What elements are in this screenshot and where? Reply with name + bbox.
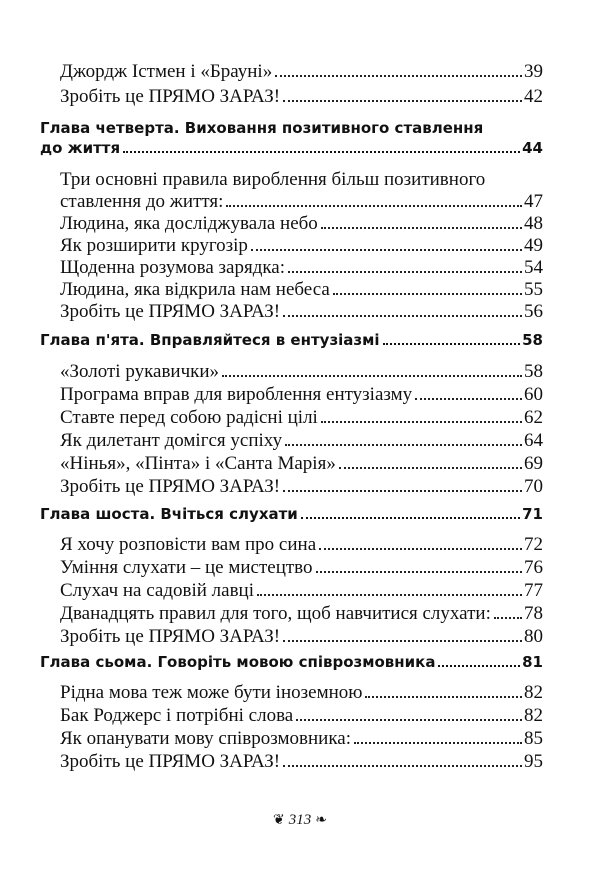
toc-entry bbox=[60, 214, 543, 233]
dot-leader bbox=[321, 227, 522, 229]
dot-leader bbox=[316, 571, 522, 573]
dot-leader bbox=[285, 444, 522, 446]
toc-entry-title: Я хочу розповісти вам про сина bbox=[60, 534, 317, 555]
toc-entry bbox=[60, 706, 543, 725]
toc-entry-page: 39 bbox=[524, 61, 543, 82]
toc-entry bbox=[60, 604, 543, 623]
toc-entry-page: 82 bbox=[524, 705, 543, 726]
toc-entry-page: 85 bbox=[524, 728, 543, 749]
toc-entry-title: Дванадцять правил для того, щоб навчитися слухати: bbox=[60, 603, 491, 624]
toc-entry-title: Людина, яка досліджувала небо bbox=[60, 213, 318, 234]
toc-entry bbox=[60, 683, 543, 702]
toc-entry bbox=[60, 535, 543, 554]
dot-leader bbox=[283, 315, 522, 317]
toc-entry-page: 48 bbox=[524, 213, 543, 234]
toc-entry-page: 47 bbox=[524, 191, 543, 212]
dot-leader bbox=[365, 696, 522, 698]
toc-entry-title: Бак Роджерс і потрібні слова bbox=[60, 705, 294, 726]
toc-entry-title: Як опанувати мову співрозмовника: bbox=[60, 728, 351, 749]
chapter-page: 71 bbox=[522, 505, 543, 523]
dot-leader bbox=[339, 467, 522, 469]
toc-entry-title: Зробіть це ПРЯМО ЗАРАЗ! bbox=[60, 751, 281, 772]
chapter-heading bbox=[40, 333, 543, 348]
ornament-right-icon: ❧ bbox=[315, 813, 327, 828]
dot-leader bbox=[415, 398, 522, 400]
toc-entry bbox=[60, 385, 543, 404]
toc-entry-title: Зробіть це ПРЯМО ЗАРАЗ! bbox=[60, 476, 281, 497]
toc-entry-page: 49 bbox=[524, 235, 543, 256]
toc-entry-title: Як розширити кругозір bbox=[60, 235, 248, 256]
toc-entry bbox=[60, 87, 543, 106]
toc-entry bbox=[60, 477, 543, 496]
toc-entry bbox=[60, 258, 543, 277]
toc-entry-page: 56 bbox=[524, 301, 543, 322]
toc-entry-title: Людина, яка відкрила нам небеса bbox=[60, 279, 330, 300]
toc-entry bbox=[60, 729, 543, 748]
dot-leader bbox=[257, 594, 522, 596]
toc-entry-title: Уміння слухати – це мистецтво bbox=[60, 557, 313, 578]
toc-entry-page: 54 bbox=[524, 257, 543, 278]
toc-entry-page: 70 bbox=[524, 476, 543, 497]
chapter-page: 44 bbox=[522, 139, 543, 157]
toc-entry-title: Рідна мова теж може бути іноземною bbox=[60, 682, 363, 703]
toc-entry-page: 95 bbox=[524, 751, 543, 772]
toc-entry bbox=[60, 431, 543, 450]
chapter-heading bbox=[40, 507, 543, 522]
toc-entry bbox=[60, 627, 543, 646]
toc-entry-page: 80 bbox=[524, 626, 543, 647]
page-number: 313 bbox=[288, 812, 312, 828]
dot-leader bbox=[321, 421, 522, 423]
dot-leader bbox=[283, 640, 522, 642]
toc-entry bbox=[60, 581, 543, 600]
ornament-left-icon: ❦ bbox=[273, 813, 285, 828]
toc-entry-title: Зробіть це ПРЯМО ЗАРАЗ! bbox=[60, 301, 281, 322]
toc-entry bbox=[60, 302, 543, 321]
toc-entry bbox=[60, 62, 543, 81]
toc-entry-page: 76 bbox=[524, 557, 543, 578]
chapter-heading bbox=[40, 655, 543, 670]
dot-leader bbox=[283, 765, 522, 767]
toc-entry-title: Щоденна розумова зарядка: bbox=[60, 257, 286, 278]
toc-entry-title: Як дилетант домігся успіху bbox=[60, 430, 283, 451]
dot-leader bbox=[222, 375, 522, 377]
dot-leader bbox=[251, 249, 522, 251]
dot-leader bbox=[438, 665, 520, 667]
toc-entry-title: Зробіть це ПРЯМО ЗАРАЗ! bbox=[60, 86, 281, 107]
chapter-title: Глава сьома. Говоріть мовою співрозмовника bbox=[40, 653, 436, 671]
chapter-title: Глава шоста. Вчіться слухати bbox=[40, 505, 298, 523]
chapter-heading-line1: Глава четверта. Виховання позитивного ставлення bbox=[40, 119, 484, 137]
dot-leader bbox=[275, 75, 522, 77]
toc-entry-page: 82 bbox=[524, 682, 543, 703]
dot-leader bbox=[333, 293, 522, 295]
toc-entry-title: «Нінья», «Пінта» і «Санта Марія» bbox=[60, 453, 336, 474]
toc-entry-page: 42 bbox=[524, 86, 543, 107]
dot-leader bbox=[319, 548, 522, 550]
toc-entry-title: Зробіть це ПРЯМО ЗАРАЗ! bbox=[60, 626, 281, 647]
toc-entry-page: 77 bbox=[524, 580, 543, 601]
dot-leader bbox=[226, 205, 522, 207]
chapter-page: 58 bbox=[522, 331, 543, 349]
dot-leader bbox=[283, 490, 522, 492]
toc-entry-title: Програма вправ для вироблення ентузіазму bbox=[60, 384, 413, 405]
chapter-page: 81 bbox=[522, 653, 543, 671]
page-footer bbox=[0, 812, 600, 829]
dot-leader bbox=[283, 100, 522, 102]
toc-entry bbox=[60, 192, 543, 211]
toc-entry-title: Слухач на садовій лавці bbox=[60, 580, 254, 601]
chapter-title: до життя bbox=[40, 139, 121, 157]
toc-entry-page: 72 bbox=[524, 534, 543, 555]
dot-leader bbox=[123, 151, 520, 153]
toc-entry-page: 64 bbox=[524, 430, 543, 451]
dot-leader bbox=[301, 517, 520, 519]
toc-entry bbox=[60, 236, 543, 255]
chapter-heading bbox=[40, 141, 543, 156]
dot-leader bbox=[383, 343, 521, 345]
dot-leader bbox=[288, 271, 522, 273]
toc-entry-title: Джордж Істмен і «Брауні» bbox=[60, 61, 273, 82]
toc-entry bbox=[60, 280, 543, 299]
toc-entry-page: 78 bbox=[524, 603, 543, 624]
toc-entry bbox=[60, 454, 543, 473]
toc-entry-title: «Золоті рукавички» bbox=[60, 361, 220, 382]
dot-leader bbox=[354, 742, 522, 744]
dot-leader bbox=[296, 719, 522, 721]
toc-entry-page: 60 bbox=[524, 384, 543, 405]
toc-entry bbox=[60, 752, 543, 771]
toc-entry-page: 69 bbox=[524, 453, 543, 474]
toc-entry bbox=[60, 408, 543, 427]
dot-leader bbox=[494, 617, 522, 619]
toc-entry-page: 55 bbox=[524, 279, 543, 300]
chapter-title: Глава п'ята. Вправляйтеся в ентузіазмі bbox=[40, 331, 380, 349]
toc-entry-page: 62 bbox=[524, 407, 543, 428]
toc-entry bbox=[60, 558, 543, 577]
toc-entry-title: ставлення до життя: bbox=[60, 191, 224, 212]
toc-entry-page: 58 bbox=[524, 361, 543, 382]
toc-entry-title-line1: Три основні правила вироблення більш позитивного bbox=[60, 169, 486, 190]
toc-entry bbox=[60, 362, 543, 381]
toc-entry-title: Ставте перед собою радісні цілі bbox=[60, 407, 318, 428]
